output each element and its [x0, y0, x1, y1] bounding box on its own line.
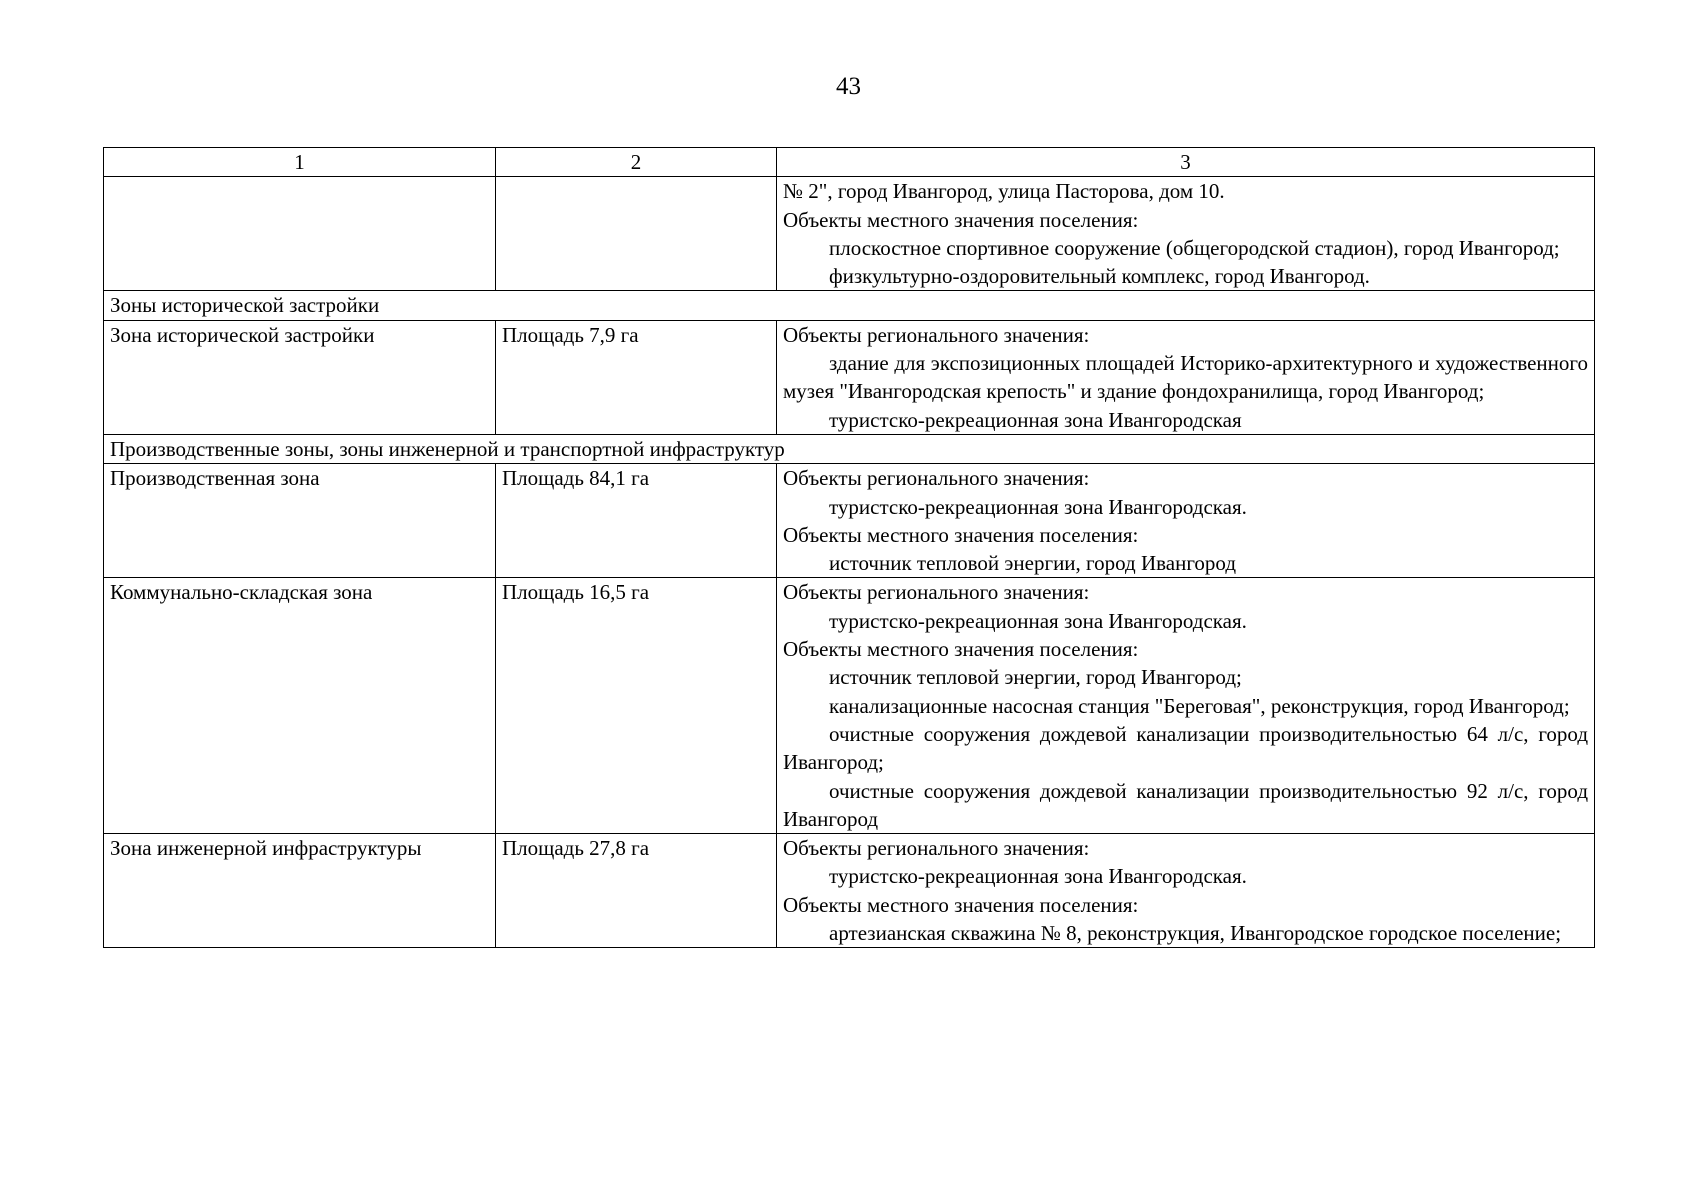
- object-item: артезианская скважина № 8, реконструкция, Ивангородское городское поселение;: [829, 921, 1562, 946]
- object-item: физкультурно-оздоровительный комплекс, город Ивангород.: [829, 264, 1370, 289]
- object-item: туристско-рекреационная зона Ивангородская.: [829, 608, 1247, 633]
- section-row: [104, 291, 1595, 320]
- section-row: [104, 434, 1595, 463]
- object-item: туристско-рекреационная зона Ивангородская.: [829, 864, 1247, 889]
- object-item: источник тепловой энергии, город Ивангород;: [829, 665, 1242, 690]
- objects-cell: [777, 320, 1595, 434]
- column-number-3: 3: [777, 148, 1595, 177]
- page-number: 43: [836, 73, 861, 100]
- zone-area-cell: Площадь 84,1 га: [496, 464, 777, 578]
- zones-table-body: [104, 148, 1595, 948]
- table-header-row: [104, 148, 1595, 177]
- object-item: здание для экспозиционных площадей Историко-архитектурного и художественного музея "Ивангородская крепость" и здание фондохранилища, город Ивангород;: [783, 351, 1588, 404]
- object-item: плоскостное спортивное сооружение (общегородской стадион), город Ивангород;: [829, 235, 1560, 260]
- object-item: очистные сооружения дождевой канализации производительностью 92 л/с, город Ивангород: [783, 778, 1588, 831]
- table-row: [104, 320, 1595, 434]
- objects-cell: [777, 177, 1595, 291]
- object-category-label: Объекты местного значения поселения:: [783, 207, 1139, 232]
- object-item: туристско-рекреационная зона Ивангородская: [829, 407, 1242, 432]
- object-category-label: Объекты регионального значения:: [783, 322, 1090, 347]
- table-row: [104, 464, 1595, 578]
- section-title: Производственные зоны, зоны инженерной и транспортной инфраструктур: [104, 434, 1595, 463]
- object-item: источник тепловой энергии, город Ивангород: [829, 551, 1236, 576]
- zone-area-cell: Площадь 7,9 га: [496, 320, 777, 434]
- section-title: Зоны исторической застройки: [104, 291, 1595, 320]
- table-row: [104, 177, 1595, 291]
- zone-name-cell: [104, 177, 496, 291]
- object-category-label: Объекты регионального значения:: [783, 836, 1090, 861]
- column-number-2: 2: [496, 148, 777, 177]
- table-row: [104, 834, 1595, 948]
- zone-name-cell: Производственная зона: [104, 464, 496, 578]
- object-category-label: № 2", город Ивангород, улица Пасторова, дом 10.: [783, 179, 1225, 204]
- column-number-1: 1: [104, 148, 496, 177]
- objects-cell: [777, 464, 1595, 578]
- object-item: очистные сооружения дождевой канализации производительностью 64 л/с, город Ивангород;: [783, 721, 1588, 775]
- zone-name-cell: Зона инженерной инфраструктуры: [104, 834, 496, 948]
- zone-name-cell: Коммунально-складская зона: [104, 578, 496, 834]
- object-category-label: Объекты местного значения поселения:: [783, 637, 1139, 662]
- objects-cell: [777, 578, 1595, 834]
- objects-cell: [777, 834, 1595, 948]
- zone-area-cell: [496, 177, 777, 291]
- object-category-label: Объекты регионального значения:: [783, 466, 1090, 491]
- zone-area-cell: Площадь 16,5 га: [496, 578, 777, 834]
- zone-area-cell: Площадь 27,8 га: [496, 834, 777, 948]
- object-category-label: Объекты местного значения поселения:: [783, 892, 1139, 917]
- object-category-label: Объекты регионального значения:: [783, 580, 1090, 605]
- zone-name-cell: Зона исторической застройки: [104, 320, 496, 434]
- table-row: [104, 578, 1595, 834]
- zones-table: [103, 147, 1595, 948]
- object-item: канализационные насосная станция "Береговая", реконструкция, город Ивангород;: [829, 693, 1570, 718]
- object-item: туристско-рекреационная зона Ивангородская.: [829, 494, 1247, 519]
- object-category-label: Объекты местного значения поселения:: [783, 522, 1139, 547]
